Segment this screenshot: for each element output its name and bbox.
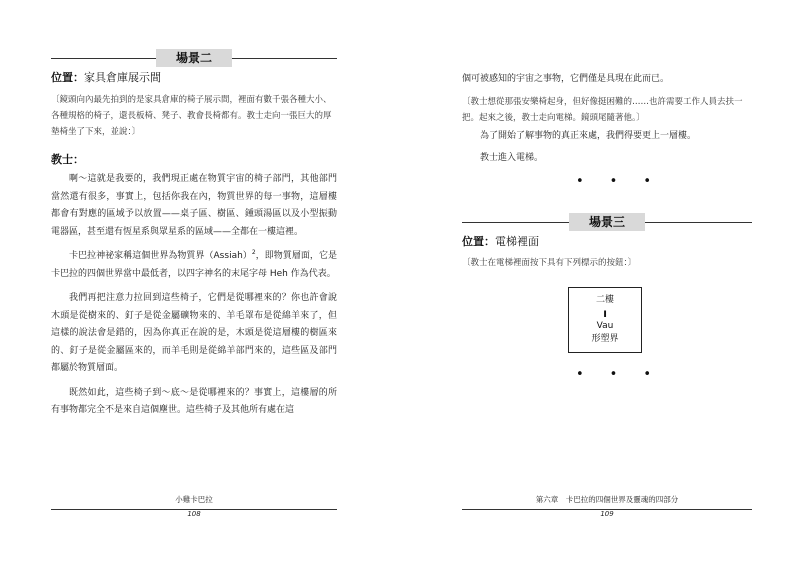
dialogue-body (51, 171, 337, 427)
location-line (462, 235, 752, 249)
location-value: 電梯裡面 (495, 235, 539, 248)
page-number: 108 (51, 510, 337, 519)
paragraph: 為了開始了解事物的真正來處，我們得要更上一層樓。 (480, 131, 697, 141)
footer-title: 第六章 卡巴拉的四個世界及靈魂的四部分 (535, 495, 679, 504)
page-number: 109 (462, 510, 752, 519)
section-break-dots: ••• (576, 367, 678, 382)
page-footer (51, 494, 337, 518)
scene-header (462, 212, 752, 232)
hebrew-letter: ו (602, 306, 608, 320)
world-name: 形塑界 (591, 334, 619, 344)
paragraph: 我們再把注意力拉回到這些椅子，它們是從哪裡來的？你也許會說木頭是從樹來的、釘子是從金屬礦物來的、羊毛罩布是從綿羊來了，但這樣的說法會是錯的，因為你真正在說的是，木頭是從這層樓的樹區來的、釘子是從金屬區來的，而羊毛則是從綿羊部門來的，這些區及部門都屬於物質層面。 (51, 293, 337, 373)
elevator-button-label (568, 287, 642, 353)
stage-direction: 〔鏡頭向內最先拍到的是家具倉庫的椅子展示間，裡面有數千張各種大小、各種規格的椅子，還長板椅、凳子、教會長椅都有。教士走向一張巨大的厚墊椅坐了下來，並說：〕 (51, 95, 332, 137)
footer-title: 小雞卡巴拉 (175, 495, 213, 504)
header-rule-right (232, 58, 337, 59)
location-label: 位置： (51, 71, 84, 84)
header-rule-left (462, 222, 569, 223)
scene-label: 場景三 (569, 213, 645, 231)
section-break-dots: ••• (576, 174, 678, 189)
speaker-label: 教士： (51, 153, 84, 166)
page-footer (462, 494, 752, 518)
floor-label: 二樓 (595, 295, 614, 305)
footnote-ref: 2 (251, 249, 256, 256)
paragraph: 既然如此，這些椅子到～底～是從哪裡來的？事實上，這樓層的所有事物都完全不是來自這個塵世。這些椅子及其他所有處在這 (51, 387, 337, 415)
paragraph (51, 248, 337, 283)
paragraph-text: ，即物質層面，它是卡巴拉的四個世界當中最低者，以四字神名的末尾字母 Heh 作為代表。 (51, 251, 337, 279)
location-label: 位置： (462, 235, 495, 248)
continuation-text (462, 71, 752, 96)
stage-direction: 〔教士想從那張安樂椅起身，但好像挺困難的……也許需要工作人員去扶一把。起來之後，教士走向電梯。鏡頭尾隨著他。〕 (462, 97, 743, 123)
location-value: 家具倉庫展示間 (84, 71, 161, 84)
paragraph: 教士進入電梯。 (480, 152, 544, 163)
location-line (51, 71, 337, 85)
paragraph-text: 卡巴拉神祕家稱這個世界為物質界（Assiah） (69, 251, 252, 261)
stage-direction: 〔教士在電梯裡面按下具有下列標示的按鈕：〕 (462, 258, 637, 268)
scene-header (51, 48, 337, 68)
letter-name: Vau (596, 321, 614, 331)
paragraph: 個可被感知的宇宙之事物，它們僅是具現在此而已。 (462, 74, 670, 84)
scene-label: 場景二 (156, 49, 232, 67)
paragraph: 啊～這就是我要的，我們現正處在物質宇宙的椅子部門，其他部門當然還有很多，事實上，包括你我在內，物質世界的每一事物，這層樓都會有對應的區域予以放置——桌子區、樹區、鍾頭湯區以及小型振動電器區，甚至還有恆星系與眾星系的區域——全都在一樓這裡。 (51, 174, 337, 237)
header-rule-left (51, 58, 156, 59)
dialogue-body (462, 128, 752, 174)
header-rule-right (645, 222, 752, 223)
right-page (400, 0, 799, 567)
